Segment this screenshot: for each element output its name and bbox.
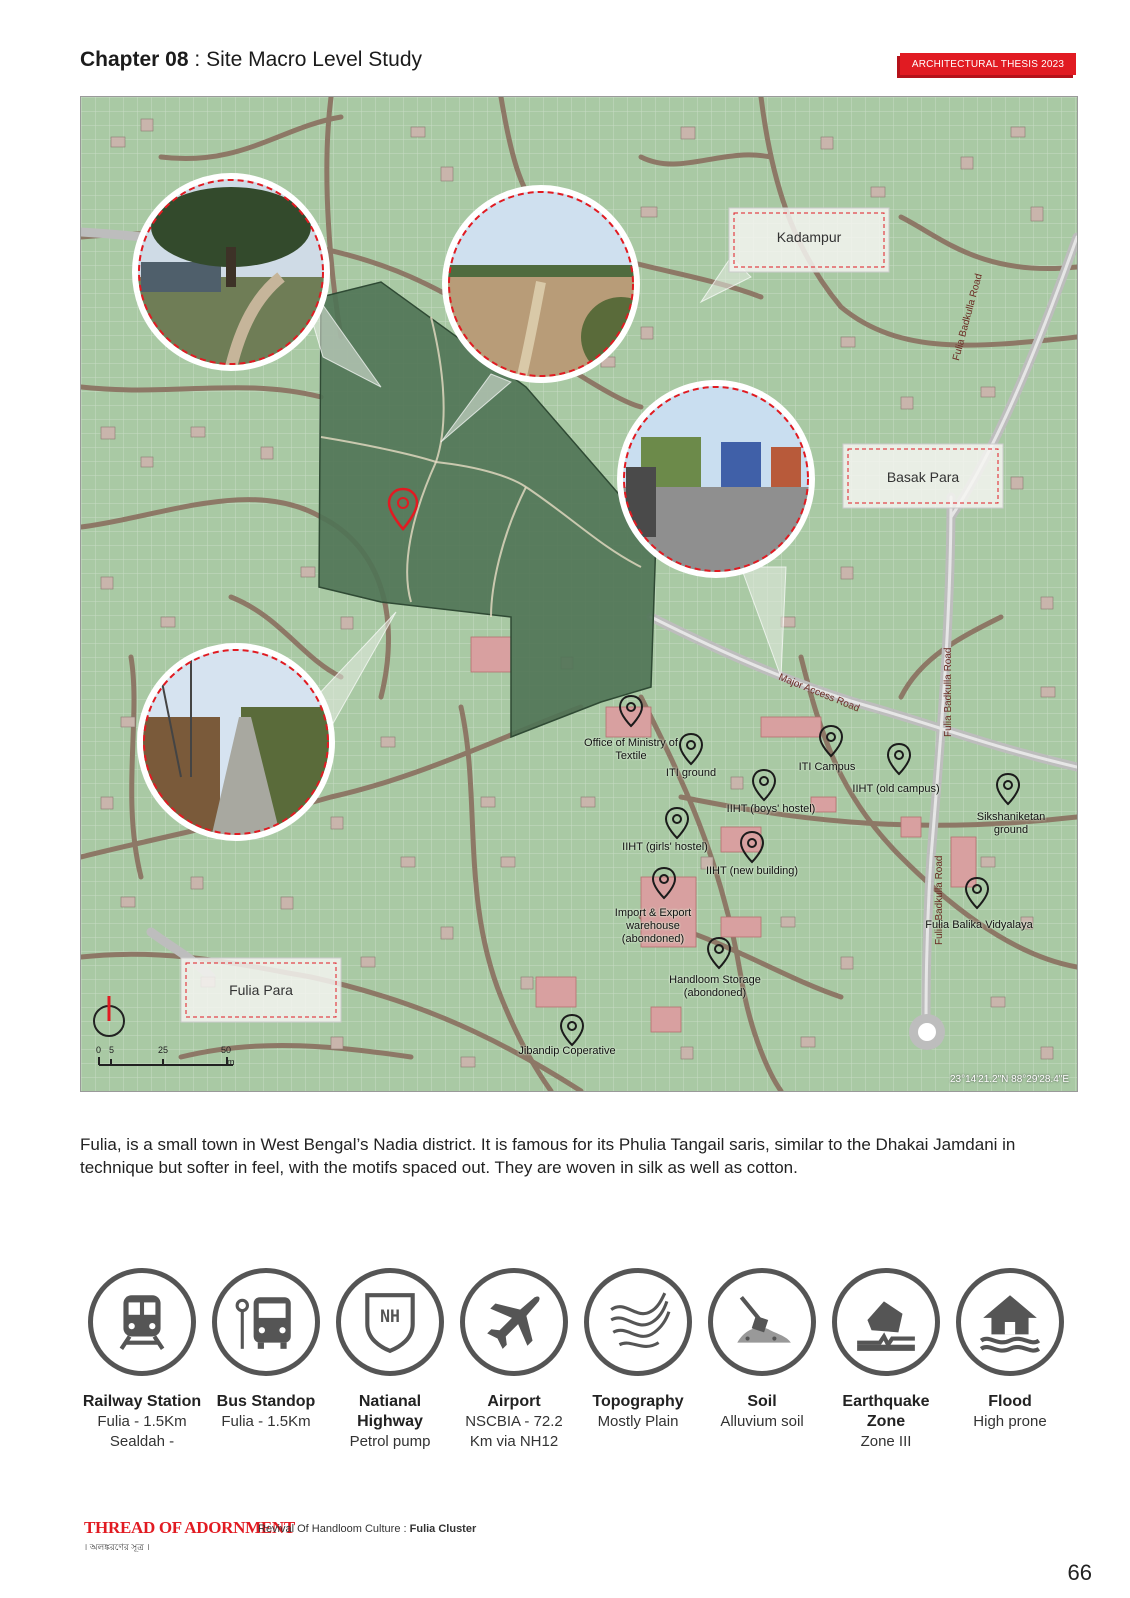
page-title: [80, 48, 422, 72]
brand-subtitle: । অলঙ্করণের সূত্র ।: [84, 1542, 150, 1552]
soil-shovel-icon: [708, 1268, 816, 1376]
amenity-topography: [578, 1268, 698, 1432]
amenity-detail: Zone III: [860, 1433, 912, 1450]
place-label-fulia-balika-vidyalaya: Fulia Balika Vidyalaya: [925, 919, 1033, 931]
scale-label-5: 5: [109, 1045, 115, 1055]
amenity-title: Flood: [988, 1393, 1032, 1410]
place-label-iiht-girls-hostel: IIHT (girls' hostel): [622, 841, 708, 853]
amenity-detail: Alluvium soil: [720, 1413, 804, 1430]
brand-logo: THREAD OF ADORNMENT: [84, 1518, 295, 1537]
place-label-jibandip-coperative: Jibandip Coperative: [518, 1045, 616, 1057]
amenity-railway-station: [82, 1268, 202, 1452]
page-number: 66: [1067, 1560, 1092, 1585]
amenity-title: Soil: [747, 1393, 777, 1410]
amenity-title: Topography: [592, 1393, 684, 1410]
amenity-detail: Mostly Plain: [597, 1413, 679, 1430]
bus-icon: [212, 1268, 320, 1376]
amenity-soil: [702, 1268, 822, 1432]
road-label-major-access: Major Access Road: [776, 672, 861, 715]
scale-label-25: 25: [158, 1045, 169, 1055]
amenity-earthquake-zone: [826, 1268, 946, 1452]
place-label-import-export-warehouse: Import & Export warehouse (abondoned): [614, 907, 692, 945]
site-map: [80, 96, 1078, 1092]
amenity-title: Railway Station: [82, 1393, 202, 1410]
amenity-detail: Sealdah -: [109, 1433, 175, 1450]
chapter-title: Site Macro Level Study: [206, 48, 422, 71]
amenity-title: Natianal Highway: [357, 1393, 423, 1430]
train-icon: [88, 1268, 196, 1376]
map-graphic: [81, 97, 1077, 1091]
footer-subtitle: [258, 1523, 476, 1535]
place-label-ministry-textile: Office of Ministry of Textile: [584, 737, 678, 762]
amenity-title: Airport: [487, 1393, 541, 1410]
flood-house-icon: [956, 1268, 1064, 1376]
amenity-title: Earthquake Zone: [842, 1393, 930, 1430]
amenity-detail: Fulia - 1.5Km: [221, 1413, 311, 1430]
svg-text:NH: NH: [380, 1307, 400, 1326]
scale-label-50: 50: [221, 1045, 232, 1055]
amenity-detail: Fulia - 1.5Km: [97, 1413, 187, 1430]
earthquake-house-icon: [832, 1268, 940, 1376]
place-label-handloom-storage: Handloom Storage (abondoned): [669, 974, 761, 999]
road-label-fulia-badkulla-top: Fulia Badkulla Road: [951, 272, 985, 362]
place-label-iiht-boys-hostel: IIHT (boys' hostel): [726, 803, 816, 815]
place-label-sikshaniketan-ground: Sikshaniketan ground: [976, 811, 1046, 836]
site-description: Fulia, is a small town in West Bengal’s Nadia district. It is famous for its Phulia Tangail saris, similar to the Dhakai Jamdani in technique but softer in feel, with the motifs spaced out. They are woven in silk as well as cotton.: [80, 1135, 1016, 1177]
amenity-airport: [454, 1268, 574, 1452]
area-label-fulia-para: Fulia Para: [229, 982, 293, 998]
amenity-detail: NSCBIA - 72.2 Km via NH12: [465, 1413, 563, 1450]
thesis-badge: ARCHITECTURAL THESIS 2023: [900, 53, 1076, 75]
scale-label-0: 0: [96, 1045, 102, 1055]
amenity-flood: [950, 1268, 1070, 1432]
chapter-number: Chapter 08: [80, 48, 189, 71]
place-label-iiht-new-building: IIHT (new building): [705, 865, 799, 877]
map-coordinates: 23°14'21.2"N 88°29'28.4"E: [949, 1074, 1069, 1085]
road-label-fulia-badkulla-mid: Fulia Badkulla Road: [943, 647, 954, 737]
amenity-title: Bus Standop: [216, 1393, 316, 1410]
contour-lines-icon: [584, 1268, 692, 1376]
highway-shield-icon: [336, 1268, 444, 1376]
area-label-kadampur: Kadampur: [776, 229, 842, 245]
place-label-iti-campus: ITI Campus: [798, 761, 856, 773]
title-separator: :: [188, 48, 207, 71]
amenity-bus-standop: [206, 1268, 326, 1432]
scale-label-unit: m: [227, 1057, 235, 1067]
amenity-detail: High prone: [973, 1413, 1047, 1430]
road-label-fulia-badkulla-low: Fulia Badkulla Road: [934, 855, 945, 945]
footer-subtitle-text: Revival Of Handloom Culture :: [258, 1523, 410, 1535]
footer-cluster: Fulia Cluster: [409, 1523, 477, 1535]
area-label-basak-para: Basak Para: [886, 469, 960, 485]
place-label-iti-ground: ITI ground: [665, 767, 717, 779]
amenity-national-highway: [330, 1268, 450, 1452]
airplane-icon: [460, 1268, 568, 1376]
amenity-detail: Petrol pump: [349, 1433, 431, 1450]
place-label-iiht-old-campus: IIHT (old campus): [852, 783, 940, 795]
